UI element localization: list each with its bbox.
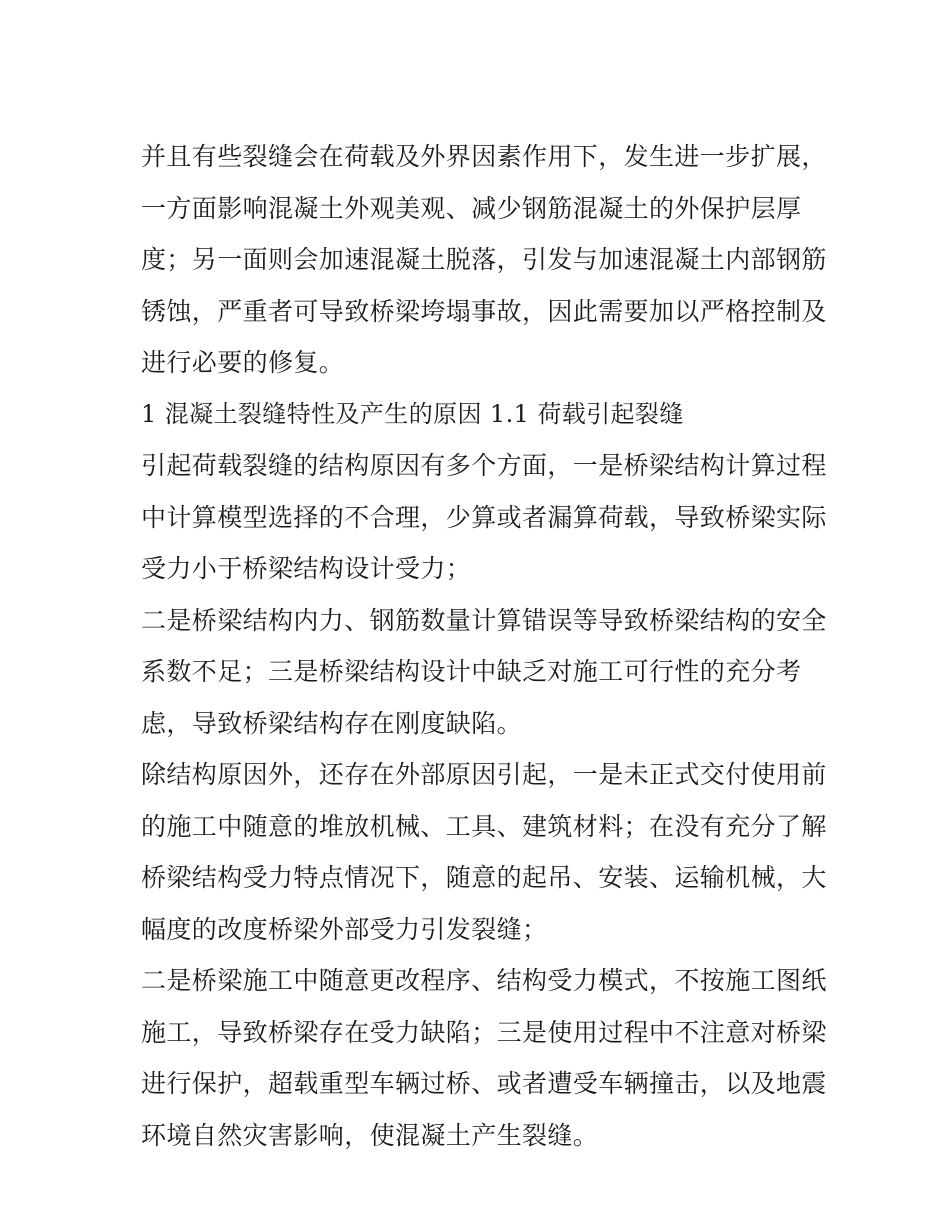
text-line: 的施工中随意的堆放机械、工具、建筑材料；在没有充分了解 (141, 811, 827, 841)
text-line: 桥梁结构受力特点情况下，随意的起吊、安装、运输机械，大 (141, 863, 827, 892)
text-line: 二是桥梁结构内力、钢筋数量计算错误等导致桥梁结构的安全 (141, 605, 827, 635)
paragraph (141, 595, 827, 750)
paragraph (141, 131, 827, 389)
paragraph (141, 955, 827, 1161)
text-line: 环境自然灾害影响，使混凝土产生裂缝。 (141, 1120, 599, 1150)
text-line: 二是桥梁施工中随意更改程序、结构受力模式，不按施工图纸 (141, 966, 827, 995)
section-heading (141, 389, 817, 441)
text-line: 度；另一面则会加速混凝土脱落，引发与加速混凝土内部钢筋 (141, 245, 827, 274)
text-line: 进行必要的修复。 (141, 348, 345, 377)
text-line: 受力小于桥梁结构设计受力； (141, 554, 472, 583)
text-line: 施工，导致桥梁存在受力缺陷；三是使用过程中不注意对桥梁 (141, 1017, 827, 1047)
paragraph (141, 440, 827, 595)
text-line: 引起荷载裂缝的结构原因有多个方面，一是桥梁结构计算过程 (141, 451, 827, 480)
text-line: 并且有些裂缝会在荷载及外界因素作用下，发生进一步扩展， (141, 142, 827, 171)
text-line: 进行保护，超载重型车辆过桥、或者遭受车辆撞击，以及地震 (141, 1069, 827, 1098)
text-line: 一方面影响混凝土外观美观、减少钢筋混凝土的外保护层厚 (141, 193, 802, 223)
text-line: 中计算模型选择的不合理，少算或者漏算荷载，导致桥梁实际 (141, 502, 827, 532)
document-body (141, 131, 827, 1161)
paragraph (141, 749, 827, 955)
text-line: 除结构原因外，还存在外部原因引起，一是未正式交付使用前 (141, 760, 827, 789)
text-line: 系数不足；三是桥梁结构设计中缺乏对施工可行性的充分考 (141, 657, 802, 686)
text-line: 锈蚀，严重者可导致桥梁垮塌事故，因此需要加以严格控制及 (141, 296, 827, 326)
heading-line: 1 混凝土裂缝特性及产生的原因 1.1 荷载引起裂缝 (141, 399, 684, 428)
text-line: 幅度的改度桥梁外部受力引发裂缝； (141, 914, 548, 944)
text-line: 虑，导致桥梁结构存在刚度缺陷。 (141, 708, 523, 738)
